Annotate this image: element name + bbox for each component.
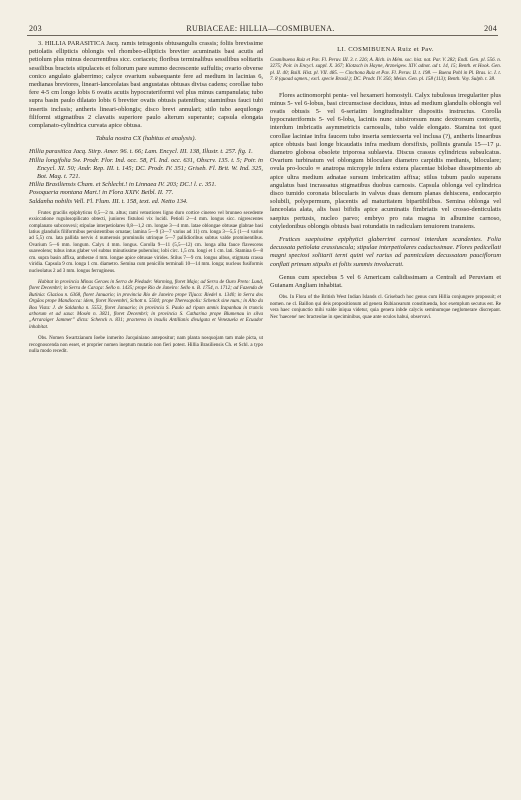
observation-note: Obs. Nomen Swartzianum Ioebe inmerito Jacquiniano antepositur; nam planta nosquojam tam male picta, ut recognoscenda non esset, et proprier nomen ineptum mutatio non fieri potest. Hillia Brasiliensis Ch. et Schl. a typo nulla modo recedit. xyxy=(29,336,263,354)
genus-heading: LI. COSMIBUENA Ruiz et Pav. xyxy=(337,46,434,53)
synonymy xyxy=(29,148,263,205)
habit-paragraph: Frutices saepissime epiphytici glaberrimi carnosi interdum scandentes. Folia decussata petiolata crassiuscula; stipulae interpetiolares caducissimae. Flores pedicellati magni speciosi solitarii terni quini vel rarius ad panniculam decussatam pauciflorum conflati primum stipulis et foliis summis involucrati. xyxy=(270,236,501,268)
synonym-entry: Hillia Brasiliensis Cham. et Schlecht.! in Linnaea IV. 203; DC.! l. c. 351. xyxy=(29,181,217,189)
header-rule xyxy=(27,35,498,36)
detailed-description: Frutex gracilis epiphyticus 0,5—2 m. altus; rami vetustiores ligno duro cortice cinereo vel brunneo secedente exsiccatione rugulosopilicato obtecti, juniores fistulosi vix lucidi. Petioli 2—4 mm. longus sicc. nigrescentes complanato subconvexi; stipulae interpetiolares 0,8—1,2 cm. longae 3—4 mm. latae oblongae obtusae glabrae basi latius glandulis filiformibus persistentibus ornatae; lamina 5—9 (3—7 varius ad 11) cm. longa 3—5,5 (1—4 varius ad 5,5) cm. lata pallida nervis 4 numerosis prominulis utrinque 5—7 pallidioribus subtus valde prominentibus. Ovarium 5—6 mm. longum. Calyx 4 mm. longus. Corolla 9—11 (5,5—12) cm. longa alba fauce flavescens suaveolens; tubus intus glaber vel subtus minutissime puberulus; lobi circ. 1,5 cm. longi et 1 cm. lati. Stamina 6—8 cm. supra basin affixa, antherae 4 mm. longae apice obtusae virides. Stilus 7—9 cm. longus albus, stigmata crassa viridia. Capsula 9 cm. longa 1 cm. diametro. Semina cum penicillo terminali 10—14 mm. longa; nucleus fusiformis nucleolatus 2 ad 3 mm. longus ferrugineus. xyxy=(29,210,263,274)
synonym-entry: Posoqueria montana Mart.! in Flora XXIV. Beibl. II. 77. xyxy=(29,189,174,197)
page-number-right: 204 xyxy=(484,24,497,33)
page-number-left: 203 xyxy=(29,24,42,33)
species-description: 3. HILLIA PARASITICA Jacq. ramis tetragonis obtusangulis crassis; foliis brevissime petiolatis ellipticis oblongis vel rhombeo-ellipticis breviter acuminatis basi acutis ad petiolum plus minus decurrentibus sicc. coriaceis; floribus terminalibus sessilibus solitariis sessilibus bracteis stipulaceis et foliorum pare summo decrescente suffultis; ovario obverse conico angulato glaberrimo; calyce ovarium subaequante fere ad medium in lacinias 6, medianas breviores, lineari-lanceolatas basi angustatas obtusas divisa cadens; corollae tubo fere 4-5 cm longo lobis 6 ovatis acutis hypocrateriformi vel plus minus campanulata; tubo supra basin paulo dilatato lobis 6 breviter ovatis obtusis patentibus; staminibus fauci tubi insertis inclusis; antheris lineari-oblongis; disco brevi annulari; stilo tubo aequilongo filiformi stigmatibus 2 clavatis superiore paulo alterum superante; capsula elongata complanato-cylindrica curvata apice obtusa. xyxy=(29,40,263,130)
left-column xyxy=(29,40,263,730)
habitat-paragraph: Habitat in provincia Minas Geraes in Serra de Piedade: Warming, floret Majo; ad Serra de Ouro Preto: Lund, floret Decembri; in Serra de Caraça: Sello n. 1435; prope Rio de Janeiro: Sello n. B. 1754, n. 1712; ad Fazenda de Butinia: Glaziou n. 6368, floret Januario; in provincia Rio de Janeiro prope Tijuca: Riedel n. 1340; in Serra dos Orgãos prope Mandiocca: idem, floret Novembri, Schott n. 5504; prope Theresopolis: Schenck sine num.; in Alto da Boa Vista: J. de Saldanha n. 5553, floret Januario; in provincia S. Paulo ad ripam amnis Itapanhau in truncis arborum et ad saxa: Mosén n. 3821, floret Decembri; in provincia S. Catharina prope Blumenau in silva „Arraraiger Jammer” dicta: Schenck n. 831; practerea in insulis Antillanis divulgata et Venezuela et Ecuador inhabitat. xyxy=(29,279,263,330)
plate-reference: Tabula nostra CX (habitus et analysis). xyxy=(95,135,197,143)
running-title: RUBIACEAE: HILLIA—COSMIBUENA. xyxy=(186,24,335,33)
genus-synonymy: Cosmibuena Ruiz et Pav. Fl. Peruv. III. 3. t. 226; A. Rich. in Mém. soc. hist. nat. Par. V. 282; Endl. Gen. pl. 556. n. 3275; Poir. in Encycl. suppl. X. 367; Klotzsch in Hayne, Arzneigew. XIV. adnot. ad t. 14, 15; Benth. et Hook. Gen. pl. II. 40; Baill. Hist. pl. VII. 485. — Cinchona Ruiz et Pav. Fl. Peruv. II. t. 198. — Buena Pohl in Pl. Bras. ic. I. t. 7. 8 (quoad sqmen.; excl. specie Brasil.); DC. Prodr. IV. 356; Meisn. Gen. pl. 158 (113); Benth. Voy. Sulph. t. 38. xyxy=(270,58,501,83)
right-column xyxy=(270,40,501,730)
genus-description: Flores actinomorphi penta- vel hexameri homostyli. Calyx tubulosus irregulariter plus minus 5- vel 6-lobus, basi circumscisse deciduus, intus ad medium glandulis oblongis vel ovatis obtusis 5- vel 6-seriatim longitudinaliter dispositis instructus. Corolla hypocrateriformis 5- vel 6-loba, laciniis nunc sinistrorsum nunc dextrorsum contortis, interdum imbricatis asymmetricis carnosulis, tubo valde elongato. Stamina tot quot corollae laciniae infra faucem tubo inserta semiexserta vel inclusa (?), antheris linearibus apice obtusis basi longe bicaudatis infra medium dorsifixis, pollinis granula 15—17 μ. diametro globosa obsolete triporosa sublaevia. Discus crassus cylindricus subsulcatus. Ovarium turbinatum vel oblongum biloculare diametro carpidiis medianis, biloculare; ovula pro-loculo ∞ anatropa micropyle infera extera placentae bilobae dissepimento ab apice ultra medium adnatae sursum imbricatim affixa; stilus tubum paulo superans angulatus basi incrassatus stigmatibus duobus carnosis. Capsula oblonga vel cylindrica disco tumido coronata bilocularis in valvus duas demum planas dehiscens, endocarpio solubili, polyspermum, placentis ad maturitatem bipartibilibus. Semina oblonga vel lanceolata alata, alis basi bifidis apice acuminatis fimbriatis vel crosso-denticulatis saepius pertusis, nucleo parvo; embryo pro rata magna in albumine carnoso, cotyledonibus oblongis obtusis basi rotundatis in radiculam tenuiorem transiens. xyxy=(270,91,501,230)
genus-distribution: Genus cum speciebus 5 vel 6 Americam calidissimam a Centrali ad Peruviam et Guianam Angliam inhabitat. xyxy=(270,273,501,290)
observation-note-right: Obs. In Flora of the British West Indian Islands cl. Grisebach hoc genus cum Hillia conjungere proposuit; et nomen. ne cl. Baillon qui deis propositionum ad genera Rubiacearum constituenda, hoc exemplum secutus est. Re vera haec conjunctio mihi valde iniqua videtur, quia genera inbde calycis seminumque neglomerare discrepant. Nec 'haecene' nec bracteolae in speciminibus, quae ante oculos habui, observavi. xyxy=(270,295,501,320)
synonym-entry: Hillia longifolia Sw. Prodr. Flor. Ind. occ. 58, Fl. Ind. occ. 631, Obscrv. 135. t. 5; Poir. in Encycl. XI. 50; Andr. Rep. III. t. 145; DC. Prodr. IV. 351; Griseb. Fl. Brit. W. Ind. 325, Bot. Mag. t. 721. xyxy=(29,156,263,181)
synonym-entry: Saldanha nobilis Vell. Fl. Flum. III. t. 158, text. ed. Netto 134. xyxy=(29,197,188,205)
synonym-entry: Hillia parasitica Jacq. Stirp. Amer. 96. t. 66; Lam. Encycl. III. 138, Illustr. t. 257. fig. 1. xyxy=(29,148,253,156)
